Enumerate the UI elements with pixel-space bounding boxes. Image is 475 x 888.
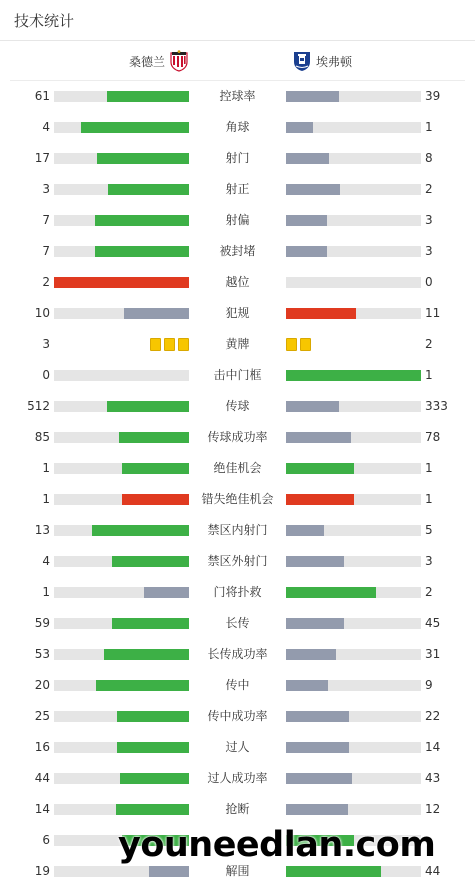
away-stat-value: 1	[425, 492, 433, 506]
stat-label	[189, 825, 286, 856]
away-stat-value: 3	[425, 554, 433, 568]
away-bar-track	[286, 742, 421, 753]
home-team[interactable]	[125, 41, 189, 81]
stat-row	[0, 484, 475, 515]
home-bar-fill	[117, 742, 189, 753]
stat-label: 角球	[225, 120, 250, 134]
away-bar-track	[286, 587, 421, 598]
stat-label: 禁区外射门	[207, 554, 268, 568]
stat-row	[0, 174, 475, 205]
home-bar-fill	[97, 153, 189, 164]
away-bar-track	[286, 835, 421, 846]
away-bar-fill	[286, 184, 340, 195]
stat-label: 射正	[225, 182, 250, 196]
home-team-name: 桑德兰	[129, 54, 166, 69]
home-stat-value: 17	[34, 151, 50, 165]
home-bar-fill	[108, 184, 189, 195]
home-yellow-cards	[150, 338, 189, 351]
away-team[interactable]	[292, 41, 356, 81]
home-bar-track	[54, 680, 189, 691]
stat-label: 传中	[225, 678, 250, 692]
stat-label: 门将扑救	[213, 585, 262, 599]
home-bar-fill	[95, 215, 190, 226]
home-stat-value: 25	[34, 709, 50, 723]
section-title: 技术统计	[14, 11, 75, 30]
away-bar-fill	[286, 587, 376, 598]
home-stat-value: 2	[42, 275, 50, 289]
away-bar-track	[286, 432, 421, 443]
away-bar-track	[286, 370, 421, 381]
away-bar-track	[286, 494, 421, 505]
stat-label: 禁区内射门	[207, 523, 268, 537]
home-bar-fill	[92, 525, 189, 536]
section-header	[0, 0, 475, 41]
home-bar-track	[54, 618, 189, 629]
home-bar-fill	[144, 587, 189, 598]
home-bar-fill	[149, 866, 190, 877]
away-stat-value: 45	[425, 616, 441, 630]
everton-crest-icon	[292, 50, 312, 72]
away-stat-value: 31	[425, 647, 441, 661]
watermark-text: youneedlan.com	[118, 825, 436, 865]
yellow-card-icon	[164, 338, 175, 351]
away-stat-value: 1	[425, 120, 433, 134]
stat-row	[0, 763, 475, 794]
home-bar-fill	[104, 649, 189, 660]
yellow-card-icon	[300, 338, 311, 351]
home-stat-value: 4	[42, 120, 50, 134]
teams-header	[10, 41, 465, 81]
stat-label: 黄牌	[225, 337, 250, 351]
home-stat-value: 85	[34, 430, 50, 444]
home-bar-track	[54, 773, 189, 784]
home-stat-value: 7	[42, 244, 50, 258]
stat-row	[0, 329, 475, 360]
away-bar-track	[286, 618, 421, 629]
away-bar-fill	[286, 308, 356, 319]
stat-row	[0, 81, 475, 112]
home-bar-track	[54, 122, 189, 133]
stat-row	[0, 143, 475, 174]
away-stat-value: 2	[425, 585, 433, 599]
home-stat-value: 20	[34, 678, 50, 692]
home-stat-value: 0	[42, 368, 50, 382]
stat-row	[0, 639, 475, 670]
stat-label: 长传	[225, 616, 250, 630]
away-stat-value: 78	[425, 430, 441, 444]
away-bar-track	[286, 804, 421, 815]
home-bar-track	[54, 835, 189, 846]
away-bar-fill	[286, 91, 339, 102]
home-bar-fill	[122, 463, 190, 474]
home-bar-track	[54, 153, 189, 164]
away-yellow-cards	[286, 338, 311, 351]
home-bar-fill	[117, 711, 189, 722]
home-stat-value: 3	[42, 182, 50, 196]
stat-row	[0, 670, 475, 701]
home-stat-value: 19	[34, 864, 50, 878]
away-bar-fill	[286, 711, 349, 722]
away-bar-track	[286, 184, 421, 195]
stat-row	[0, 546, 475, 577]
stat-row	[0, 298, 475, 329]
away-bar-track	[286, 122, 421, 133]
home-bar-fill	[124, 308, 189, 319]
away-bar-fill	[286, 618, 344, 629]
home-bar-track	[54, 556, 189, 567]
away-stat-value: 3	[425, 213, 433, 227]
stat-row	[0, 236, 475, 267]
home-stat-value: 53	[34, 647, 50, 661]
home-bar-track	[54, 587, 189, 598]
stat-label: 射偏	[225, 213, 250, 227]
away-stat-value: 3	[425, 244, 433, 258]
away-bar-track	[286, 649, 421, 660]
home-bar-fill	[112, 556, 189, 567]
sunderland-crest-icon	[169, 50, 189, 72]
stat-row	[0, 701, 475, 732]
stat-row	[0, 856, 475, 887]
home-bar-track	[54, 215, 189, 226]
home-stat-value: 14	[34, 802, 50, 816]
home-bar-track	[54, 742, 189, 753]
stat-label: 解围	[225, 864, 250, 878]
away-bar-track	[286, 401, 421, 412]
stat-label: 击中门框	[213, 368, 262, 382]
home-stat-value: 3	[42, 337, 50, 351]
stat-row	[0, 391, 475, 422]
away-stat-value: 2	[425, 182, 433, 196]
home-bar-track	[54, 246, 189, 257]
away-bar-fill	[286, 525, 324, 536]
away-bar-fill	[286, 494, 354, 505]
stat-row	[0, 422, 475, 453]
away-stat-value: 44	[425, 864, 441, 878]
home-bar-track	[54, 184, 189, 195]
away-bar-fill	[286, 215, 327, 226]
stat-row	[0, 112, 475, 143]
away-stat-value: 8	[425, 151, 433, 165]
away-stat-value: 22	[425, 709, 441, 723]
away-stat-value: 1	[425, 368, 433, 382]
away-bar-fill	[286, 401, 339, 412]
away-bar-fill	[286, 680, 328, 691]
stat-label: 传球	[225, 399, 250, 413]
home-bar-track	[54, 649, 189, 660]
away-bar-track	[286, 153, 421, 164]
away-stat-value: 1	[425, 461, 433, 475]
stat-row	[0, 360, 475, 391]
away-stat-value: 11	[425, 306, 441, 320]
stat-row	[0, 794, 475, 825]
away-bar-track	[286, 308, 421, 319]
away-bar-fill	[286, 122, 313, 133]
away-bar-fill	[286, 370, 421, 381]
home-bar-track	[54, 308, 189, 319]
home-bar-track	[54, 370, 189, 381]
home-bar-track	[54, 711, 189, 722]
away-bar-fill	[286, 153, 329, 164]
home-stat-value: 512	[27, 399, 50, 413]
away-stat-value: 12	[425, 802, 441, 816]
home-stat-value: 6	[42, 833, 50, 847]
stat-row	[0, 453, 475, 484]
home-stat-value: 1	[42, 461, 50, 475]
home-stat-value: 1	[42, 492, 50, 506]
stat-row	[0, 577, 475, 608]
away-bar-fill	[286, 773, 352, 784]
stat-label: 控球率	[219, 89, 256, 103]
home-bar-fill	[54, 277, 189, 288]
home-bar-track	[54, 525, 189, 536]
home-stat-value: 59	[34, 616, 50, 630]
away-stat-value: 9	[425, 678, 433, 692]
home-bar-track	[54, 432, 189, 443]
home-stat-value: 13	[34, 523, 50, 537]
stat-label: 过人成功率	[207, 771, 268, 785]
stat-label: 传球成功率	[207, 430, 268, 444]
stat-label: 抢断	[225, 802, 250, 816]
away-bar-fill	[286, 742, 349, 753]
stat-label: 越位	[225, 275, 250, 289]
away-bar-track	[286, 215, 421, 226]
stat-label: 错失绝佳机会	[201, 492, 274, 506]
away-team-name: 埃弗顿	[316, 54, 353, 69]
away-bar-track	[286, 91, 421, 102]
home-stat-value: 4	[42, 554, 50, 568]
home-bar-fill	[107, 91, 189, 102]
home-bar-track	[54, 494, 189, 505]
stat-label: 绝佳机会	[213, 461, 262, 475]
away-stat-value: 43	[425, 771, 441, 785]
away-bar-track	[286, 246, 421, 257]
home-stat-value: 44	[34, 771, 50, 785]
stat-row	[0, 515, 475, 546]
away-stat-value: 333	[425, 399, 448, 413]
away-bar-track	[286, 711, 421, 722]
yellow-card-icon	[286, 338, 297, 351]
home-bar-fill	[122, 835, 190, 846]
yellow-card-icon	[150, 338, 161, 351]
away-stat-value: 5	[425, 523, 433, 537]
home-bar-track	[54, 277, 189, 288]
away-bar-fill	[286, 835, 354, 846]
stat-label: 长传成功率	[207, 647, 268, 661]
away-bar-fill	[286, 649, 336, 660]
home-bar-track	[54, 804, 189, 815]
home-stat-value: 10	[34, 306, 50, 320]
home-stat-value: 1	[42, 585, 50, 599]
home-bar-fill	[112, 618, 189, 629]
away-bar-fill	[286, 556, 344, 567]
stat-label: 射门	[225, 151, 250, 165]
home-bar-track	[54, 91, 189, 102]
stat-row	[0, 267, 475, 298]
away-stat-value: 0	[425, 275, 433, 289]
away-bar-fill	[286, 432, 351, 443]
home-stat-value: 7	[42, 213, 50, 227]
home-bar-track	[54, 401, 189, 412]
home-bar-fill	[81, 122, 189, 133]
home-bar-fill	[119, 432, 189, 443]
home-bar-fill	[96, 680, 189, 691]
home-bar-fill	[120, 773, 189, 784]
stat-row	[0, 608, 475, 639]
stat-row	[0, 825, 475, 856]
away-stat-value: 14	[425, 740, 441, 754]
away-bar-track	[286, 525, 421, 536]
stat-row	[0, 205, 475, 236]
stats-list	[0, 81, 475, 887]
away-bar-fill	[286, 804, 348, 815]
away-bar-fill	[286, 866, 381, 877]
stat-label: 被封堵	[219, 244, 256, 258]
stat-label: 犯规	[225, 306, 250, 320]
home-stat-value: 16	[34, 740, 50, 754]
home-bar-track	[54, 866, 189, 877]
home-bar-track	[54, 463, 189, 474]
away-bar-track	[286, 680, 421, 691]
home-bar-fill	[95, 246, 190, 257]
away-bar-fill	[286, 463, 354, 474]
yellow-card-icon	[178, 338, 189, 351]
away-bar-fill	[286, 246, 327, 257]
home-bar-fill	[107, 401, 189, 412]
away-bar-track	[286, 773, 421, 784]
home-bar-fill	[116, 804, 189, 815]
stat-row	[0, 732, 475, 763]
away-bar-track	[286, 463, 421, 474]
stat-label: 过人	[225, 740, 250, 754]
home-stat-value: 61	[34, 89, 50, 103]
away-stat-value: 2	[425, 337, 433, 351]
away-bar-track	[286, 866, 421, 877]
away-bar-track	[286, 556, 421, 567]
stat-label: 传中成功率	[207, 709, 268, 723]
away-stat-value: 39	[425, 89, 441, 103]
away-bar-track	[286, 277, 421, 288]
home-bar-fill	[122, 494, 190, 505]
